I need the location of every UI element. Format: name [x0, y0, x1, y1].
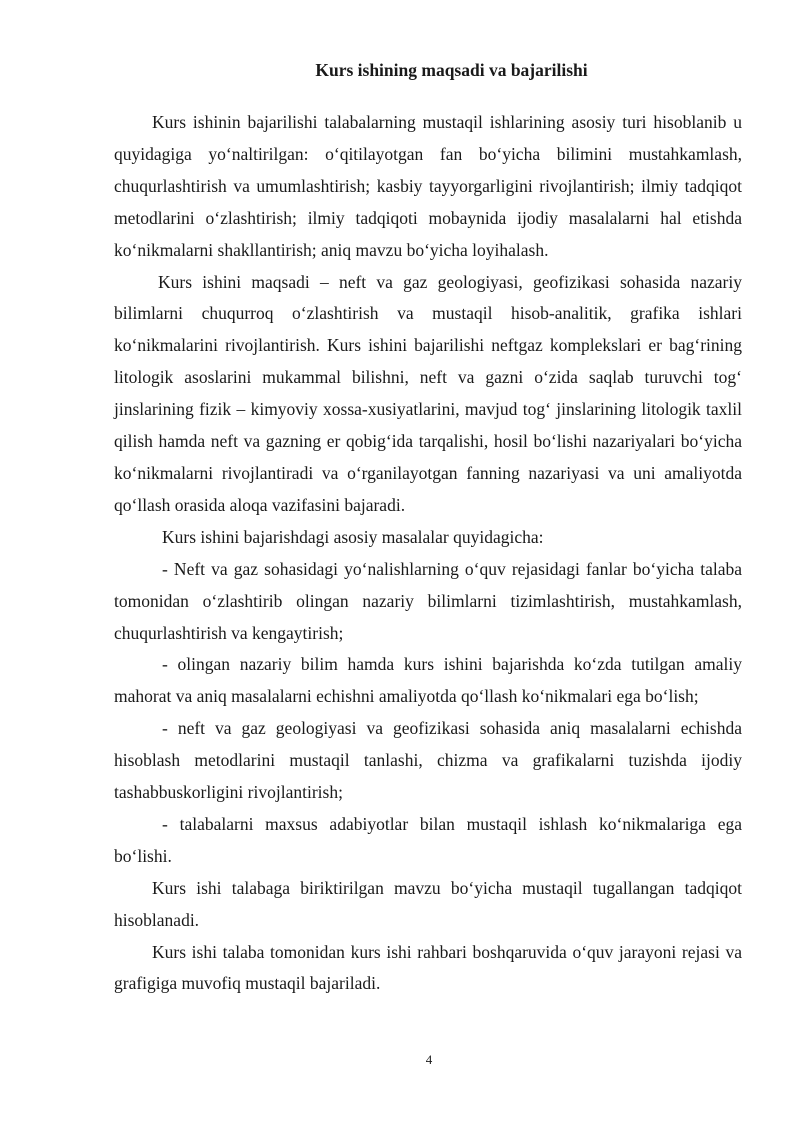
paragraph-definition: Kurs ishi talabaga biriktirilgan mavzu bo‘yicha mustaqil tugallangan tadqiqot hisoblanadi.	[114, 877, 742, 930]
page-title: Kurs ishining maqsadi va bajarilishi	[315, 60, 588, 80]
list-item: - talabalarni maxsus adabiyotlar bilan mustaqil ishlash ko‘nikmalariga ega bo‘lishi.	[114, 813, 742, 866]
paragraph-execution: Kurs ishi talaba tomonidan kurs ishi rahbari boshqaruvida o‘quv jarayoni rejasi va grafigiga muvofiq mustaqil bajariladi.	[114, 941, 742, 994]
paragraph-tasks-heading: Kurs ishini bajarishdagi asosiy masalalar quyidagicha:	[162, 526, 544, 547]
paragraph-intro: Kurs ishinin bajarilishi talabalarning mustaqil ishlarining asosiy turi hisoblanib u quyidagiga yo‘naltirilgan: o‘qitilayotgan fan bo‘yicha bilimini mustahkamlash, chuqurlashtirish va umumlashtirish; kasbiy tayyorgarligini rivojlantirish; ilmiy tadqiqot metodlarini o‘zlashtirish; ilmiy tadqiqoti mobaynida ijodiy masalalarni hal etishda ko‘nikmalarni shakllantirish; aniq mavzu bo‘yicha loyihalash.	[114, 112, 742, 260]
body-text	[114, 107, 742, 1000]
list-item: - Neft va gaz sohasidagi yo‘nalishlarning o‘quv rejasidagi fanlar bo‘yicha talaba tomonidan o‘zlashtirib olingan nazariy bilimlarni tizimlashtirish, mustahkamlash, chuqurlashtirish va kengaytirish;	[114, 558, 742, 643]
list-item: - olingan nazariy bilim hamda kurs ishini bajarishda ko‘zda tutilgan amaliy mahorat va aniq masalalarni echishni amaliyotda qo‘llash ko‘nikmalari ega bo‘lish;	[114, 654, 742, 707]
paragraph-goal: Kurs ishini maqsadi – neft va gaz geologiyasi, geofizikasi sohasida nazariy bilimlarni chuqurroq o‘zlashtirish va mustaqil hisob-analitik, grafika ishlari ko‘nikmalarini rivojlantirish. Kurs ishini bajarilishi neftgaz komplekslari er bag‘rining litologik asoslarini mukammal bilishni, neft va gazni o‘zida saqlab turuvchi tog‘ jinslarining fizik – kimyoviy xossa-xusiyatlarini, mavjud tog‘ jinslarining litologik taxlil qilish hamda neft va gazning er qobig‘ida tarqalishi, hosil bo‘lishi nazariyalari bo‘yicha ko‘nikmalarni rivojlantiradi va o‘rganilayotgan fanning nazariyasi va uni amaliyotda qo‘llash orasida aloqa vazifasini bajaradi.	[114, 271, 742, 515]
page-number: 4	[425, 1052, 433, 1067]
list-item: - neft va gaz geologiyasi va geofizikasi sohasida aniq masalalarni echishda hisoblash metodlarini mustaqil tanlashi, chizma va grafikalarni tuzishda ijodiy tashabbuskorligini rivojlantirish;	[114, 718, 742, 803]
